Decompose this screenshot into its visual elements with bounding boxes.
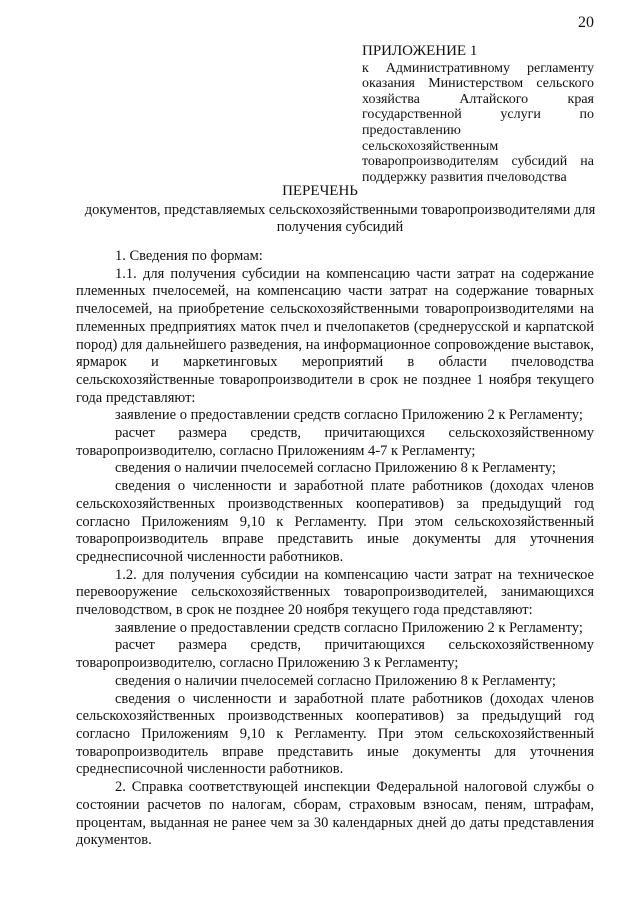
- document-subtitle: документов, представляемых сельскохозяйственными товаропроизводителями для получения субсидий: [84, 202, 596, 235]
- document-title: ПЕРЕЧЕНЬ: [282, 183, 358, 199]
- appendix-text: к Административному регламенту оказания Министерством сельского хозяйства Алтайского края государственной услуги по предоставлению сельскохозяйственным товаропроизводителям субсидий на поддержку развития пчеловодства: [362, 60, 594, 185]
- paragraph: расчет размера средств, причитающихся сельскохозяйственному товаропроизводителю, согласно Приложению 3 к Регламенту;: [76, 637, 594, 672]
- appendix-block: [362, 44, 594, 185]
- paragraph: заявление о предоставлении средств согласно Приложению 2 к Регламенту;: [115, 407, 583, 424]
- paragraph: сведения о численности и заработной плате работников (доходах членов сельскохозяйственных производственных кооперативов) за предыдущий год согласно Приложениям 9,10 к Регламенту. При этом сельскохозяйственный товаропроизводитель вправе представить иные документы для уточнения среднесписочной численности работников.: [76, 690, 594, 778]
- paragraph: 1.1. для получения субсидии на компенсацию части затрат на содержание племенных пчелосемей, на компенсацию части затрат на содержание товарных пчелосемей, на приобретение сельскохозяйственными товаропроизводителями на племенных предприятиях маток пчел и пчелопакетов (среднерусской и карпатской пород) для дальнейшего разведения, на информационное сопровождение выставок, ярмарок и маркетинговых мероприятий в области пчеловодства сельскохозяйственные товаропроизводители в срок не позднее 1 ноября текущего года представляют:: [76, 265, 594, 406]
- paragraph: сведения о наличии пчелосемей согласно Приложению 8 к Регламенту;: [115, 672, 556, 689]
- document-body: [76, 248, 594, 850]
- paragraph: расчет размера средств, причитающихся сельскохозяйственному товаропроизводителю, согласно Приложениям 4-7 к Регламенту;: [76, 425, 594, 459]
- paragraph: сведения о численности и заработной плате работников (доходах членов сельскохозяйственных производственных кооперативов) за предыдущий год согласно Приложениям 9,10 к Регламенту. При этом сельскохозяйственный товаропроизводитель вправе представить иные документы для уточнения среднесписочной численности работников.: [76, 478, 594, 565]
- paragraph: 1.2. для получения субсидии на компенсацию части затрат на техническое перевооружение сельскохозяйственных товаропроизводителей, занимающихся пчеловодством, в срок не позднее 20 ноября текущего года представляют:: [76, 566, 594, 619]
- section-heading: 1. Сведения по формам:: [115, 248, 263, 264]
- paragraph: сведения о наличии пчелосемей согласно Приложению 8 к Регламенту;: [115, 460, 556, 477]
- page-number: 20: [578, 14, 594, 31]
- paragraph: заявление о предоставлении средств согласно Приложению 2 к Регламенту;: [115, 619, 583, 636]
- paragraph: 2. Справка соответствующей инспекции Федеральной налоговой службы о состоянии расчетов по налогам, сборам, страховым взносам, пеням, штрафам, процентам, выданная не ранее чем за 30 календарных дней до даты представления документов.: [76, 779, 594, 849]
- appendix-title: ПРИЛОЖЕНИЕ 1: [362, 43, 478, 59]
